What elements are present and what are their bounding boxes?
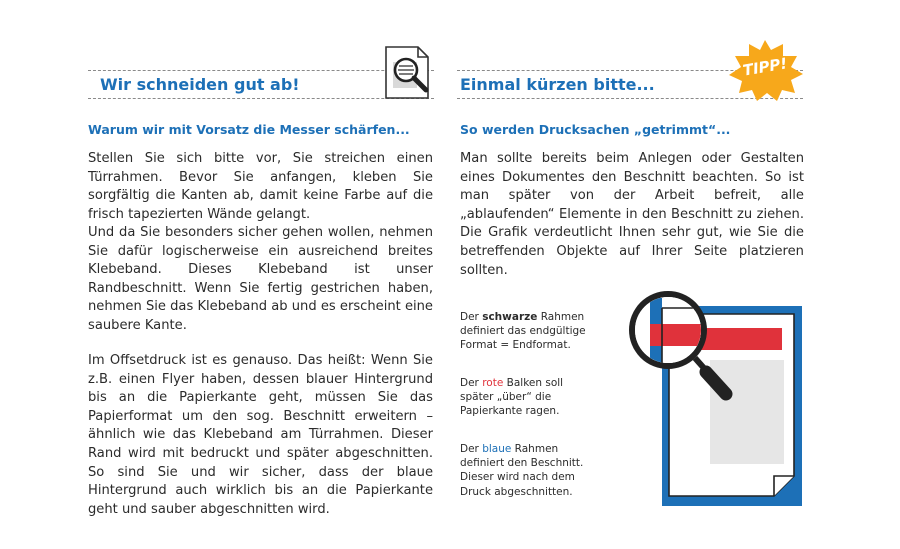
left-paragraph-2: Und da Sie besonders sicher gehen wollen, nehmen Sie dafür logischerweise ein ausreichend breites Klebeband. Dieses Klebeband ist unser Randbeschnitt. Wenn Sie fertig gestrichen haben, nehmen Sie das Klebeband ab und es erscheint eine saubere Kante. bbox=[88, 225, 433, 333]
bleed-diagram-illustration bbox=[620, 288, 810, 513]
left-subheading: Warum wir mit Vorsatz die Messer schärfen... bbox=[88, 122, 410, 137]
left-header-title: Wir schneiden gut ab! bbox=[100, 75, 300, 94]
tipp-badge-label: TIPP! bbox=[741, 54, 789, 80]
document-magnifier-icon bbox=[382, 44, 434, 102]
left-paragraph-3: Im Offsetdruck ist es genauso. Das heißt: Wenn Sie z.B. einen Flyer haben, dessen blauer Hintergrund bis an die Papierkante geht, müssen Sie das Papierformat um den sog. Beschnitt erweitern – ähnlich wie das Klebeband am Türrahmen. Dieser Rand wird mit bedruckt und später abgeschnitten. So sind Sie und wir sicher, dass der blaue Hintergrund auch wirklich bis an die Papierkante geht und sauber abgeschnitten wird. bbox=[88, 353, 433, 517]
right-header-title: Einmal kürzen bitte... bbox=[460, 75, 655, 94]
legend-red-bar: Der rote Balken soll später „über“ die Papierkante ragen. bbox=[460, 377, 564, 418]
content-area bbox=[710, 360, 784, 464]
right-subheading: So werden Drucksachen „getrimmt“... bbox=[460, 122, 731, 137]
legend-blue-frame: Der blaue Rahmen definiert den Beschnitt. Dieser wird nach dem Druck abgeschnitten. bbox=[460, 443, 584, 498]
right-paragraph: Man sollte bereits beim Anlegen oder Gestalten eines Dokumentes den Beschnitt beachten. So ist man später von der Arbeit befreit, alle „ablaufenden“ Elemente in den Beschnitt zu ziehen. Die Grafik verdeutlicht Ihnen sehr gut, wie Sie die betreffenden Objekte auf Ihrer Seite platzieren sollten. bbox=[460, 151, 804, 278]
left-paragraph-1: Stellen Sie sich bitte vor, Sie streichen einen Türrahmen. Bevor Sie anfangen, kleben Sie sorgfältig die Kanten ab, damit keine Farbe auf die frisch tapezierten Wände gelangt. bbox=[88, 151, 433, 222]
legend-black-frame: Der schwarze Rahmen definiert das endgültige Format = Endformat. bbox=[460, 311, 586, 352]
